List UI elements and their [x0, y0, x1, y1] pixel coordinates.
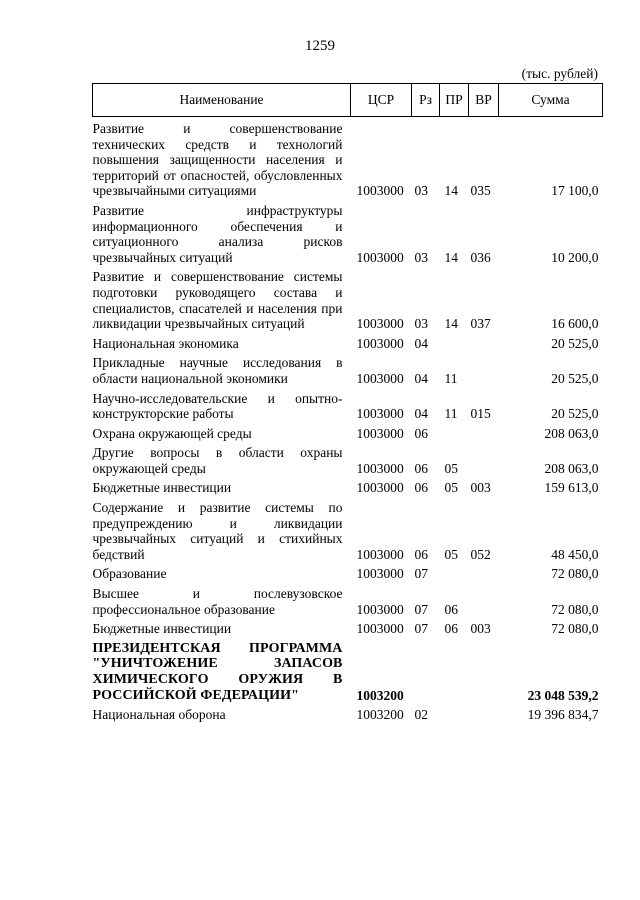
row-rz: 03 [414, 183, 428, 199]
row-name: Охрана окружающей среды [92, 425, 252, 441]
row-vr [469, 637, 499, 703]
row-csr: 1003000 [356, 546, 404, 562]
row-name: Бюджетные инвестиции [92, 480, 232, 496]
row-csr: 1003000 [356, 249, 404, 265]
row-pr: 14 [444, 316, 458, 332]
row-sum: 72 080,0 [551, 601, 599, 617]
table-body [93, 117, 603, 723]
row-rz: 06 [414, 480, 428, 496]
row-name: Содержание и развитие системы по предупреждению и ликвидации чрезвычайных ситуаций и стихийных бедствий [92, 500, 343, 562]
header-name: Наименование [93, 84, 351, 117]
row-pr [440, 637, 469, 703]
row-csr: 1003000 [356, 406, 404, 422]
header-vr: ВР [469, 84, 499, 117]
row-pr: 14 [444, 183, 458, 199]
row-name: Развитие инфраструктуры информационного обеспечения и ситуационного анализа рисков чрезвычайных ситуаций [92, 202, 343, 265]
header-csr: ЦСР [351, 84, 412, 117]
row-pr: 11 [444, 370, 458, 386]
header-pr: ПР [440, 84, 469, 117]
row-rz: 04 [414, 370, 428, 386]
row-vr: 037 [470, 316, 491, 332]
row-name: Научно-исследовательские и опытно-конструкторские работы [92, 390, 343, 422]
row-rz: 04 [414, 406, 428, 422]
row-sum: 20 525,0 [551, 406, 599, 422]
table-row [93, 476, 603, 496]
row-vr: 003 [470, 621, 491, 637]
row-sum: 208 063,0 [544, 425, 599, 441]
row-sum: 20 525,0 [551, 335, 599, 351]
row-vr [469, 441, 499, 476]
row-sum: 159 613,0 [544, 480, 599, 496]
row-vr: 035 [470, 183, 491, 199]
row-pr: 05 [444, 480, 458, 496]
row-csr: 1003000 [356, 621, 404, 637]
row-csr: 1003000 [356, 370, 404, 386]
row-pr [440, 562, 469, 582]
row-name: Развитие и совершенствование технических средств и технологий повышения защищенности населения и территорий от опасностей, обусловленных чрезвычайными ситуациями [92, 121, 343, 199]
page-number: 1259 [305, 38, 335, 54]
table-row [93, 617, 603, 637]
table-row [93, 387, 603, 422]
table-row [93, 117, 603, 199]
table-row [93, 582, 603, 617]
row-vr [469, 351, 499, 386]
row-rz: 06 [414, 425, 428, 441]
row-pr: 06 [444, 601, 458, 617]
row-sum: 20 525,0 [551, 370, 599, 386]
units-label: (тыс. рублей) [521, 66, 598, 81]
row-vr [469, 562, 499, 582]
row-vr [469, 582, 499, 617]
row-csr: 1003000 [356, 425, 404, 441]
row-name: Образование [92, 566, 167, 582]
row-rz [412, 637, 440, 703]
table-row [93, 703, 603, 723]
row-vr [469, 422, 499, 442]
row-name: Развитие и совершенствование системы подготовки руководящего состава и специалистов, спасателей и населения при ликвидации чрезвычайных ситуаций [92, 269, 343, 332]
table-row [93, 199, 603, 265]
row-vr [469, 703, 499, 723]
row-sum: 17 100,0 [551, 183, 599, 199]
row-name: Бюджетные инвестиции [92, 621, 232, 637]
row-rz: 03 [414, 249, 428, 265]
row-vr: 003 [470, 480, 491, 496]
header-sum: Сумма [499, 84, 603, 117]
header-rz: Рз [412, 84, 440, 117]
row-name: Другие вопросы в области охраны окружающей среды [92, 445, 343, 476]
row-sum: 72 080,0 [551, 566, 599, 582]
row-pr: 11 [444, 406, 458, 422]
row-csr: 1003000 [356, 480, 404, 496]
row-rz: 04 [414, 335, 428, 351]
table-row [93, 422, 603, 442]
row-name: ПРЕЗИДЕНТСКАЯ ПРОГРАММА "УНИЧТОЖЕНИЕ ЗАПАСОВ ХИМИЧЕСКОГО ОРУЖИЯ В РОССИЙСКОЙ ФЕДЕРАЦИИ" [92, 640, 343, 703]
row-sum: 19 396 834,7 [527, 707, 599, 723]
table-row [93, 332, 603, 352]
table-header [93, 84, 603, 117]
budget-table [92, 83, 603, 723]
row-name: Прикладные научные исследования в области национальной экономики [92, 355, 343, 386]
row-vr: 015 [470, 406, 491, 422]
row-sum: 23 048 539,2 [527, 687, 599, 703]
row-pr [440, 703, 469, 723]
row-csr: 1003000 [356, 183, 404, 199]
row-pr [440, 332, 469, 352]
table-row [93, 441, 603, 476]
table-row [93, 265, 603, 331]
table-row [93, 496, 603, 562]
row-sum: 10 200,0 [551, 249, 599, 265]
row-vr: 052 [470, 546, 491, 562]
row-rz: 06 [414, 546, 428, 562]
row-pr: 14 [444, 249, 458, 265]
row-csr: 1003200 [356, 707, 404, 723]
row-rz: 06 [414, 460, 428, 476]
row-csr: 1003200 [356, 687, 404, 703]
row-rz: 07 [414, 621, 428, 637]
row-pr [440, 422, 469, 442]
row-sum: 16 600,0 [551, 316, 599, 332]
row-sum: 72 080,0 [551, 621, 599, 637]
table-row [93, 637, 603, 703]
row-csr: 1003000 [356, 566, 404, 582]
row-sum: 208 063,0 [544, 460, 599, 476]
row-name: Национальная экономика [92, 335, 239, 351]
row-rz: 07 [414, 566, 428, 582]
row-csr: 1003000 [356, 316, 404, 332]
row-name: Национальная оборона [92, 707, 226, 723]
row-rz: 07 [414, 601, 428, 617]
row-rz: 02 [414, 707, 428, 723]
row-vr [469, 332, 499, 352]
row-csr: 1003000 [356, 460, 404, 476]
table-row [93, 562, 603, 582]
row-csr: 1003000 [356, 601, 404, 617]
row-pr: 05 [444, 546, 458, 562]
row-pr: 06 [444, 621, 458, 637]
row-name: Высшее и послевузовское профессиональное образование [92, 586, 343, 617]
table-row [93, 351, 603, 386]
row-sum: 48 450,0 [551, 546, 599, 562]
row-rz: 03 [414, 316, 428, 332]
row-pr: 05 [444, 460, 458, 476]
row-csr: 1003000 [356, 335, 404, 351]
row-vr: 036 [470, 249, 491, 265]
